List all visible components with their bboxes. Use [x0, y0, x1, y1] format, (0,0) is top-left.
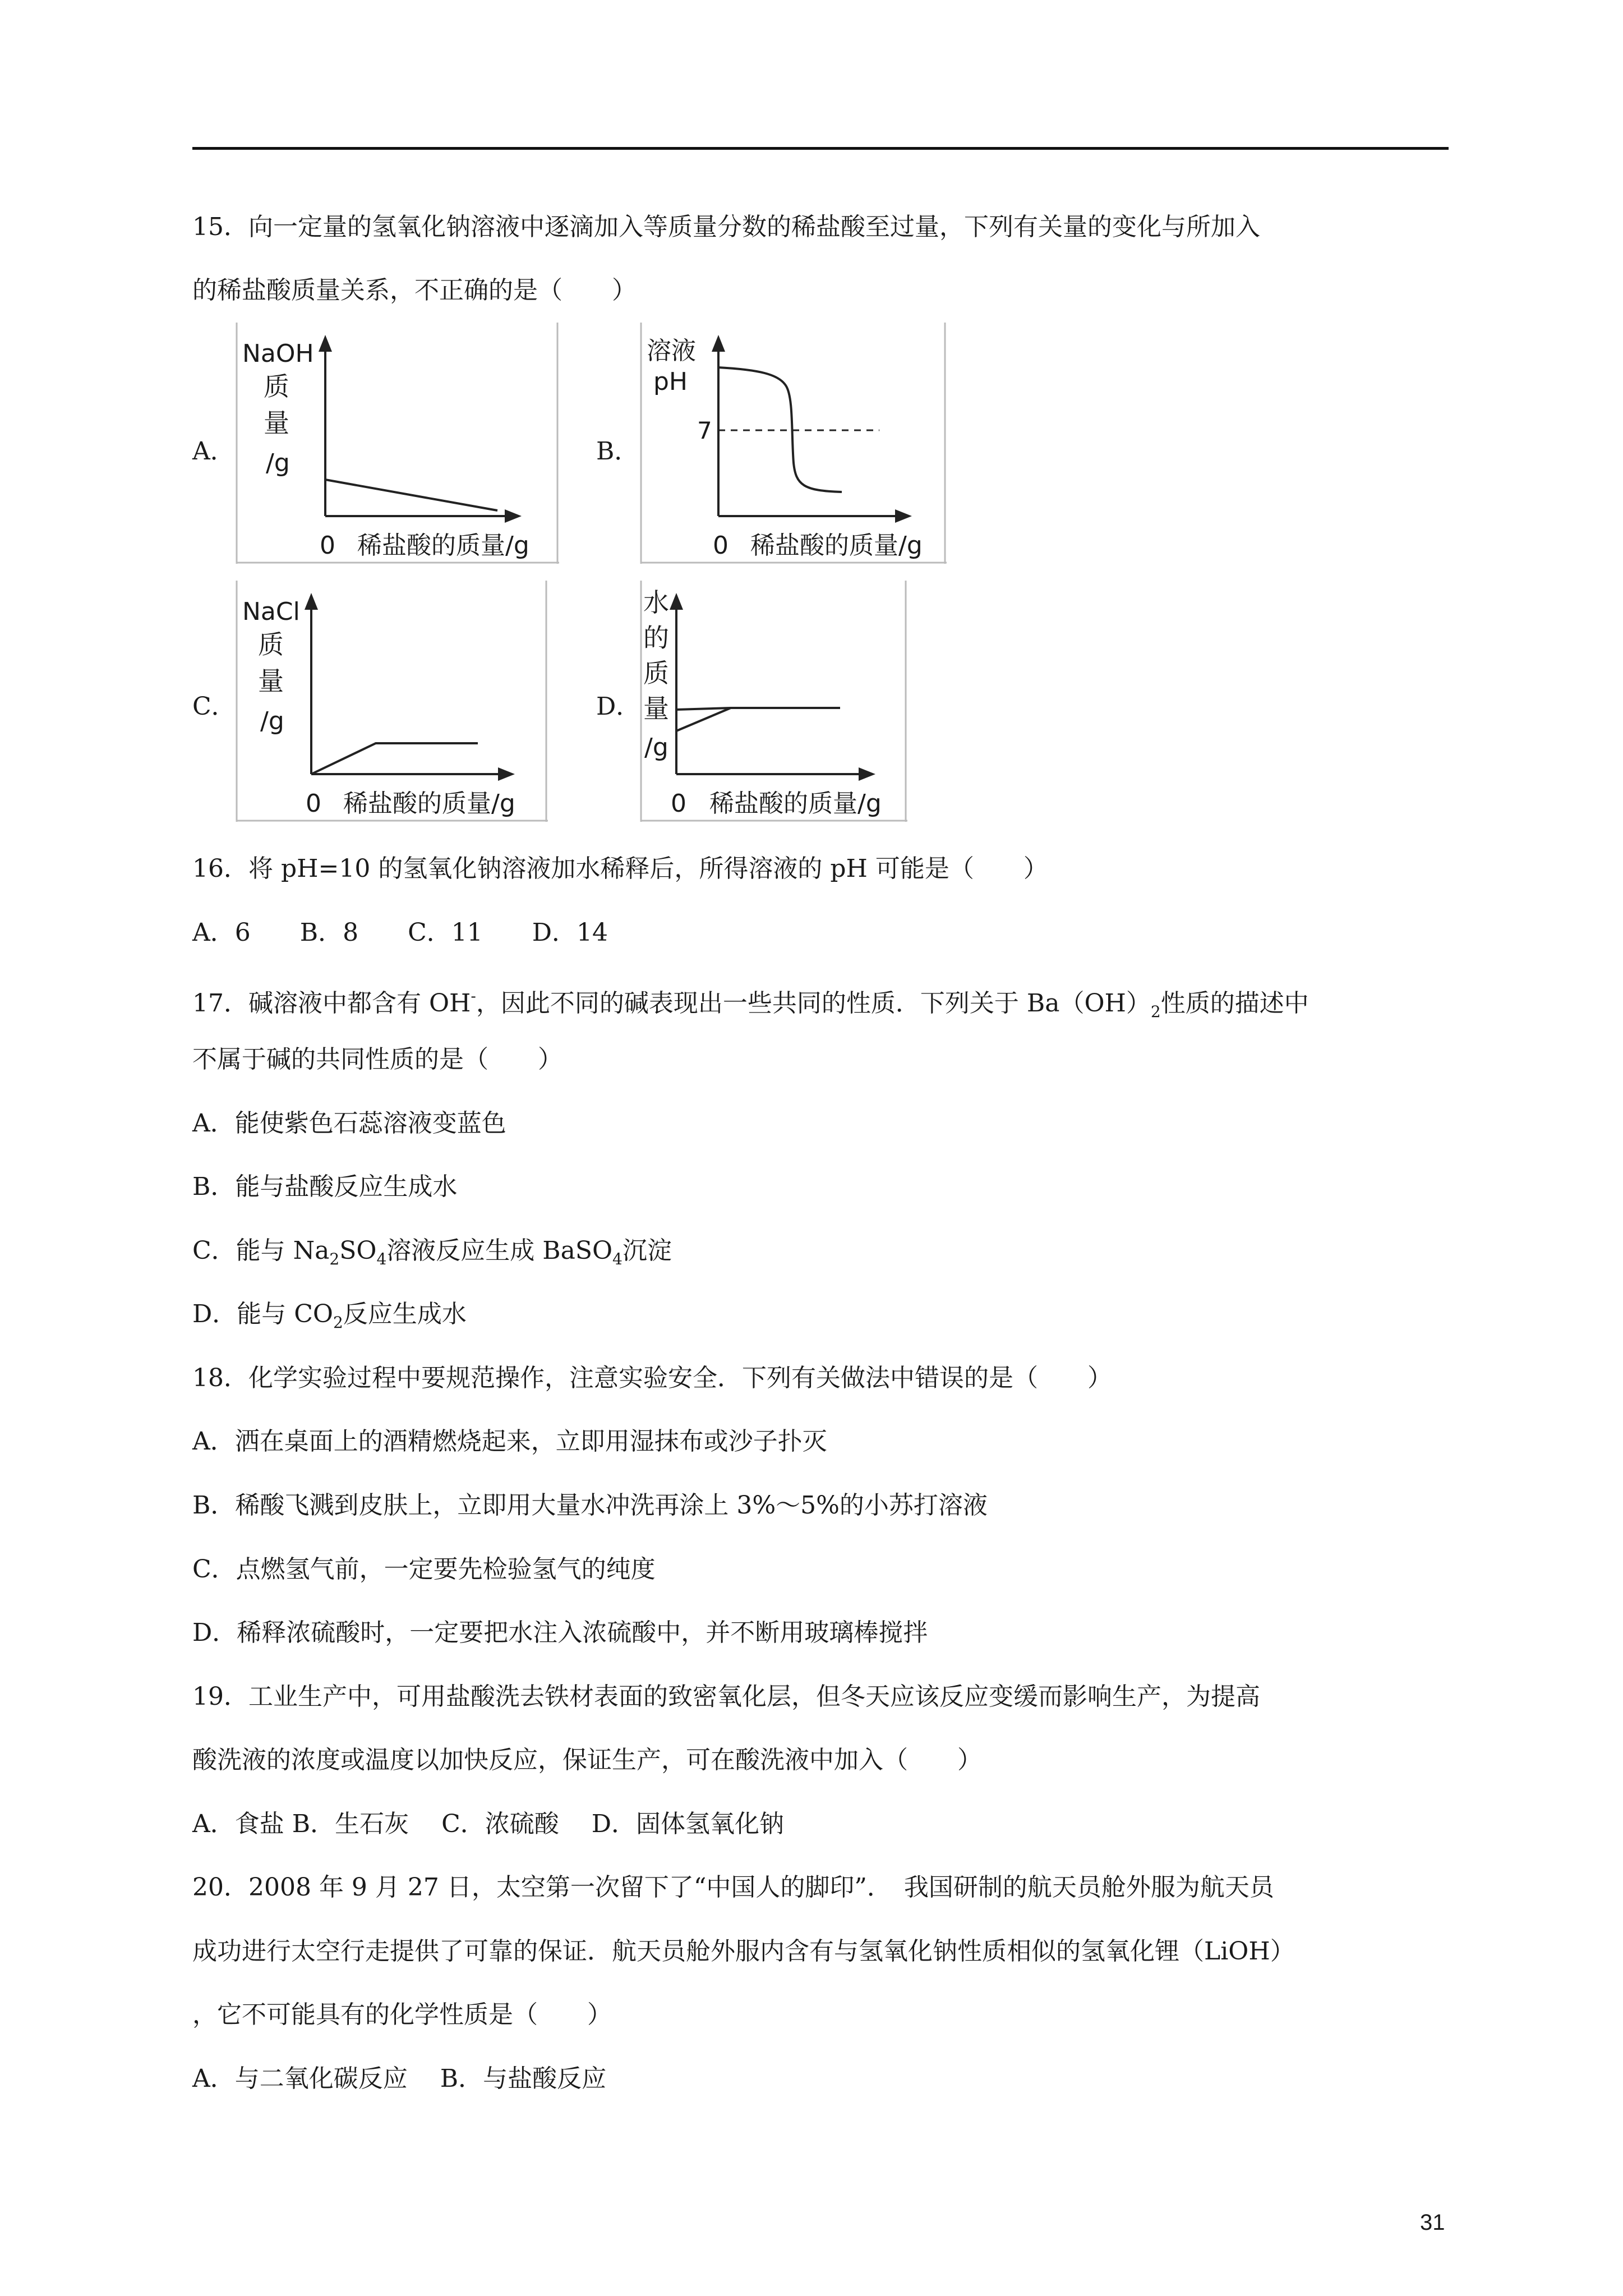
graph-b-origin: 0	[713, 531, 728, 560]
graph-a	[237, 323, 559, 564]
graph-a-y-title-4: /g	[266, 449, 290, 477]
graph-b-tick-7: 7	[697, 417, 712, 444]
graph-d-rise	[676, 708, 731, 731]
q17-option-d	[192, 1297, 467, 1340]
q17-stem-line2: 不属于碱的共同性质的是（ ）	[192, 1045, 562, 1074]
graph-c-origin: 0	[306, 789, 321, 818]
q16-options: A．6 B．8 C．11 D．14	[192, 918, 608, 947]
q17-option-c-sub1: 2	[329, 1250, 340, 1268]
q20-options: A．与二氧化碳反应 B．与盐酸反应	[192, 2064, 607, 2093]
graph-d-y-title-3: 质	[643, 658, 669, 688]
q17-stem-part2: ，因此不同的碱表现出一些共同的性质．下列关于 Ba（OH）	[476, 989, 1151, 1018]
q17-option-b: B．能与盐酸反应生成水	[192, 1172, 458, 1201]
graph-d-curve	[676, 708, 840, 710]
graph-a-y-title-3: 量	[264, 408, 289, 438]
q15-stem-line1: 15．向一定量的氢氧化钠溶液中逐滴加入等质量分数的稀盐酸至过量，下列有关量的变化与所加入	[192, 213, 1260, 241]
q17-option-c-part3: 溶液反应生成 BaSO	[386, 1236, 613, 1265]
q18-stem: 18．化学实验过程中要规范操作，注意实验安全．下列有关做法中错误的是（ ）	[192, 1364, 1112, 1392]
q17-stem-part1: 17．碱溶液中都含有 OH	[192, 989, 471, 1018]
q17-option-d-part1: D．能与 CO	[192, 1300, 334, 1328]
graph-a-x-label: 稀盐酸的质量/g	[357, 531, 529, 560]
q20-stem-line3: ，它不可能具有的化学性质是（ ）	[192, 2000, 612, 2029]
y-axis-arrow-icon	[305, 593, 318, 610]
graph-c-y-title-1: NaCl	[242, 597, 300, 626]
graph-c-x-label: 稀盐酸的质量/g	[343, 789, 515, 818]
q17-stem-line1	[192, 979, 1309, 1029]
x-axis-arrow-icon	[859, 767, 875, 781]
q16-stem: 16．将 pH=10 的氢氧化钠溶液加水稀释后，所得溶液的 pH 可能是（ ）	[192, 854, 1048, 883]
q17-option-d-part2: 反应生成水	[343, 1300, 467, 1328]
x-axis-arrow-icon	[895, 509, 912, 523]
q18-option-b: B．稀酸飞溅到皮肤上，立即用大量水冲洗再涂上 3%～5%的小苏打溶液	[192, 1491, 988, 1520]
graph-a-y-title-2: 质	[264, 371, 289, 402]
graph-d-y-title-1: 水	[643, 587, 669, 618]
q15-option-c-label: C．	[192, 692, 236, 721]
graph-c-y-title-4: /g	[260, 707, 284, 735]
graph-a-curve	[325, 480, 497, 510]
x-axis-arrow-icon	[498, 767, 515, 781]
x-axis-arrow-icon	[505, 509, 522, 523]
graph-c-y-title-3: 量	[258, 666, 284, 696]
q19-options: A．食盐 B．生石灰 C．浓硫酸 D．固体氢氧化钠	[192, 1810, 785, 1838]
q18-option-c: C．点燃氢气前，一定要先检验氢气的纯度	[192, 1555, 656, 1584]
graph-c-curve	[311, 743, 478, 774]
q17-option-c-part1: C．能与 Na	[192, 1236, 330, 1265]
graph-d-x-label: 稀盐酸的质量/g	[709, 789, 882, 818]
q19-stem-line1: 19．工业生产中，可用盐酸洗去铁材表面的致密氧化层，但冬天应该反应变缓而影响生产，为提高	[192, 1682, 1260, 1711]
graph-a-y-title-1: NaOH	[242, 339, 314, 368]
q20-stem-line2: 成功进行太空行走提供了可靠的保证．航天员舱外服内含有与氢氧化钠性质相似的氢氧化锂（LiOH）	[192, 1937, 1295, 1966]
q15-option-d-label: D．	[596, 692, 641, 721]
q17-superscript: -	[471, 987, 476, 1005]
page-number: 31	[1420, 2210, 1445, 2235]
q17-option-c-part4: 沉淀	[622, 1236, 672, 1265]
graph-d-y-title-2: 的	[643, 623, 669, 653]
q17-option-c-sub2: 4	[376, 1250, 387, 1268]
q18-option-a: A．洒在桌面上的酒精燃烧起来，立即用湿抹布或沙子扑灭	[192, 1427, 827, 1456]
q17-option-a: A．能使紫色石蕊溶液变蓝色	[192, 1109, 506, 1138]
q17-option-c-sub3: 4	[612, 1250, 623, 1268]
graph-a-origin: 0	[320, 531, 335, 560]
graph-b-y-title-1: 溶液	[647, 337, 696, 365]
header-rule	[192, 147, 1449, 150]
graph-c-y-title-2: 质	[258, 629, 284, 660]
y-axis-arrow-icon	[319, 335, 332, 352]
q15-option-a-label: A．	[192, 437, 235, 466]
q20-stem-line1: 20．2008 年 9 月 27 日，太空第一次留下了“中国人的脚印”． 我国研制的航天员舱外服为航天员	[192, 1873, 1274, 1902]
graph-d-y-title-5: /g	[644, 733, 668, 762]
graph-d-origin: 0	[671, 789, 686, 818]
q18-option-d: D．稀释浓硫酸时，一定要把水注入浓硫酸中，并不断用玻璃棒搅拌	[192, 1618, 928, 1647]
graph-b	[641, 323, 947, 564]
graph-c	[237, 581, 548, 822]
y-axis-arrow-icon	[712, 335, 725, 352]
graph-b-y-title-2: pH	[653, 367, 688, 396]
q17-option-c-part2: SO	[339, 1236, 377, 1265]
graph-d-y-title-4: 量	[643, 693, 669, 724]
q17-stem-part3: 性质的描述中	[1160, 989, 1309, 1018]
q17-option-d-sub: 2	[333, 1313, 343, 1332]
q19-stem-line2: 酸洗液的浓度或温度以加快反应，保证生产，可在酸洗液中加入（ ）	[192, 1746, 982, 1774]
y-axis-arrow-icon	[670, 593, 683, 610]
q17-option-c	[192, 1234, 672, 1276]
graph-b-x-label: 稀盐酸的质量/g	[750, 531, 923, 560]
q15-stem-line2: 的稀盐酸质量关系，不正确的是（ ）	[192, 276, 637, 305]
q17-subscript: 2	[1150, 1002, 1161, 1021]
graph-d	[641, 581, 907, 822]
q15-option-b-label: B．	[596, 437, 639, 466]
